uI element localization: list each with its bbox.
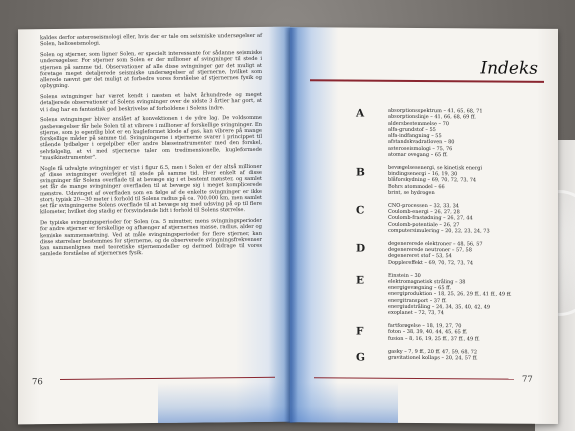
index-entry: Einstein – 30	[388, 272, 421, 279]
index-entry: energiudstråling – 24, 34, 35, 40, 42, 49	[388, 303, 491, 311]
index-entry: energigevægning – 65 ff.	[388, 284, 452, 292]
index-entry: afstandskvadratloven – 80	[388, 139, 455, 146]
book-gutter	[284, 28, 298, 423]
right-page	[290, 27, 558, 424]
index-group-d	[388, 241, 548, 267]
index-group-f	[388, 323, 548, 343]
index-entry: atomar ovegang – 65 ff.	[388, 151, 448, 159]
index-entry: degenererede elektroner – 48, 56, 57	[388, 240, 483, 248]
index-letter-d: D	[356, 242, 366, 255]
index-entry: computersimulering – 20, 22, 23, 24, 73	[388, 227, 490, 235]
index-entry: gasky – 7, 9 ff., 20 ff. 47, 59, 68, 72	[388, 348, 478, 355]
index-entry: foton – 38, 39, 40, 44, 45, 65 ff.	[388, 329, 468, 336]
index-letter-c: C	[356, 204, 365, 217]
index-entry: CNO-processen – 32, 33, 34	[388, 202, 459, 210]
index-entry: absorptionslinje – 41, 66, 68, 69 ff.	[388, 114, 476, 121]
paragraph: Solens svingninger bliver anslået af konvektionen i de ydre lag. De voldsomme gasbevægelser får hele Solen til at vibrere i millioner af forskellige svingninger. En stjerne, som jo egentlig blot er en kugleformet klode af gas, kan vibrere på mange forskellige måder på samme tid. Svingningerne i stjernerne svarer i princippet til stående lydbølger i orgelpiber eller andre blæseinstrumenter med den forskel, selvfølgelig, at vi med stjernerne taler om tredimensionelle, kugleformede "musikinstrumenter".	[40, 115, 262, 161]
left-page-body	[40, 33, 262, 262]
title-rule	[310, 79, 544, 82]
index-group-g	[388, 348, 548, 362]
index-group-e	[388, 272, 548, 317]
index-entry: gravitationel kollaps – 20, 24, 57 ff.	[388, 354, 478, 362]
left-page-number: 76	[32, 377, 43, 388]
index-entry: Coulomb-potentiale – 26, 27	[388, 221, 460, 228]
index-entry: blåforskydning – 69, 70, 72, 73, 74	[388, 177, 477, 184]
index-entry: fartforøgelse – 18, 19, 27, 70	[388, 322, 462, 330]
index-entry: exoplanet – 72, 73, 74	[388, 310, 444, 317]
index-entry: Coulomb-energi – 26, 27, 28	[388, 208, 460, 216]
index-letter-g: G	[356, 351, 365, 364]
index-entry: Bohrs atommodel – 66	[388, 183, 445, 190]
index-entry: bindingsenergi – 16, 19, 30	[388, 170, 458, 178]
index-entry: degenererede neutroner – 57, 58	[388, 246, 472, 254]
index-entry: brint, se hydrogen	[388, 189, 435, 197]
index-group-b	[388, 165, 548, 198]
index-entry: aldersbestemmelse – 70	[388, 120, 449, 127]
index-entries	[388, 108, 548, 369]
index-entry: fusion – 8, 16, 19, 25 ff., 37 ff., 49 ff.	[388, 335, 480, 343]
open-book	[18, 28, 558, 423]
index-entry: absorptionsspektrum – 41, 65, 68, 71	[388, 107, 483, 115]
paragraph: De typiske svingningsperioder for Solen (ca. 5 minutter, mens svingningsperioder for andre stjerner er forskellige og afhænger af stjernernes masse, radius, alder og kemiske sammensætning. Ved at måle svingningsperioder for flere stjerner, kan disse størrelser bestemmes for stjernerne, og de observerede svingningsfrekvenser kan sammenlignes med teoretiske stjernemodeller og dermed bidrage til vores samlede forståelse af stjernernes fysik.	[40, 217, 262, 258]
index-group-c	[388, 203, 548, 236]
index-entry: degenereret stof – 53, 54	[388, 253, 452, 260]
index-entry: energiproduktion – 18, 25, 26, 29 ff., 41 ff., 49 ff.	[388, 291, 512, 299]
index-entry: bevægelsesenergi, se kinetisk energi	[388, 164, 483, 172]
paragraph: kaldes derfor asteroseismologi eller, hvis der er tale om seismiske undersøgelser af Solen, helioseismologi.	[40, 32, 262, 48]
index-letter-b: B	[356, 166, 365, 179]
index-group-a	[388, 108, 548, 159]
index-entry: elektromagnetisk stråling – 38	[388, 278, 466, 286]
index-entry: alfa-grundstof – 55	[388, 126, 436, 133]
index-letter-a: A	[356, 107, 365, 120]
paragraph: Solen og stjerner, som ligner Solen, er specielt interessante for sådanne seismiske undersøgelser. For stjerner som Solen er der millioner af svingninger til stede i stjernen på samme tid. Observationer af alle disse svingninger gør det muligt at foretage meget detaljerede seismiske undersøgelser af stjernerne, hvilket som allerede nævnt gør det muligt at forbedre vores forståelse af stjernernes fysik og opbygning.	[40, 49, 262, 90]
index-letter-e: E	[356, 274, 365, 287]
paragraph: Nogle få udvalgte svingninger er vist i figur 6.5, men i Solen er der altså millioner af disse svingninger overlejret til stede på samme tid. Hver enkelt af disse svingninger får Solens overflade til at bevæge sig i et bestemt mønster, og samlet set får de mange svingninger overfladen til at bevæge sig i meget komplicerede mønstre. Udsvinget af overfladen som en følge af de enkelte svingninger er ikke stort; typisk 20—30 meter i forhold til Solens radius på ca. 700.000 km, men samlet set får svingningerne Solens overflade til at bevæge sig med udsving på op til flere kilometer, hvilket dog stadig er forsvindende lidt i forhold til Solens størrelse.	[40, 163, 262, 216]
paragraph: Solens svingninger har været kendt i næsten et halvt århundrede og meget detaljerede observationer af Solens svingninger over de sidste 3 årtier har gort, at vi i dag har en fantastisk god beskrivelse af forholdene i Solens indre.	[40, 91, 262, 113]
index-entry: Dopplereffekt – 69, 70, 72, 73, 74	[388, 259, 474, 267]
index-title: Indeks	[480, 58, 538, 79]
right-page-number: 77	[522, 374, 533, 385]
footer-rule	[314, 377, 514, 379]
footer-rule	[60, 377, 275, 380]
index-entry: energitransport – 37 ff.	[388, 297, 447, 304]
index-letter-f: F	[356, 325, 364, 338]
index-entry: alfa-indfangning – 55	[388, 132, 442, 140]
index-entry: asteroseismologi – 75, 76	[388, 145, 453, 152]
index-entry: Coulomb-frastødning – 26, 27, 44	[388, 215, 473, 222]
left-page	[18, 27, 290, 425]
